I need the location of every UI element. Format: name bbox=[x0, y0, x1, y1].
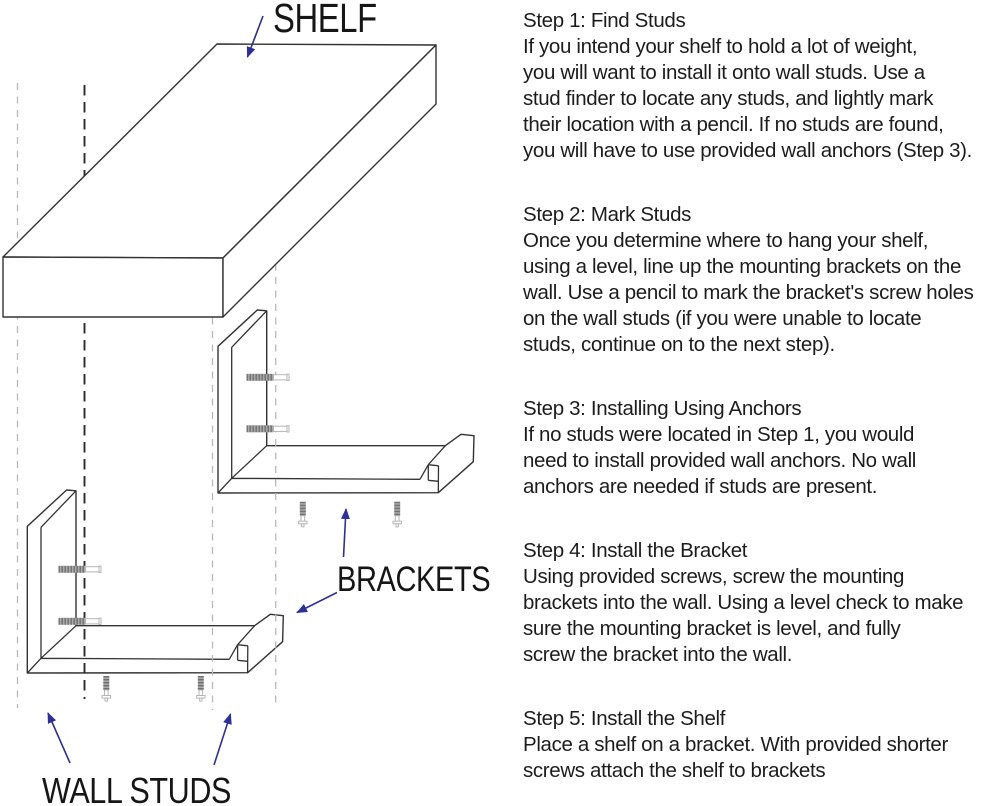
step-title: Step 5: Install the Shelf bbox=[523, 707, 726, 730]
step-body bbox=[523, 422, 985, 500]
screw-icon bbox=[59, 618, 102, 625]
screw-icon bbox=[247, 374, 290, 381]
brackets-arrow-left bbox=[297, 593, 337, 613]
shelf-label: SHELF bbox=[273, 0, 377, 41]
step-body bbox=[523, 564, 985, 668]
brackets-arrow-up bbox=[344, 509, 347, 557]
step-text-line: on the wall studs (if you were unable to locate bbox=[523, 307, 922, 330]
step-text-line: anchors are needed if studs are present. bbox=[523, 475, 878, 498]
step-text-line: If you intend your shelf to hold a lot of weight, bbox=[523, 35, 918, 58]
step-text-line: Place a shelf on a bracket. With provided shorter bbox=[523, 733, 948, 756]
screw-icon bbox=[247, 425, 290, 432]
step-title: Step 4: Install the Bracket bbox=[523, 539, 748, 562]
wall-studs-arrow-right bbox=[214, 714, 231, 765]
wall-studs-arrow-left bbox=[48, 713, 70, 763]
screw-icon bbox=[393, 502, 401, 527]
brackets-label: BRACKETS bbox=[337, 560, 491, 599]
step-1-block bbox=[523, 8, 985, 164]
step-text-line: screws attach the shelf to brackets bbox=[523, 759, 826, 782]
step-text-line: their location with a pencil. If no studs are found, bbox=[523, 113, 944, 136]
step-text-line: Once you determine where to hang your shelf, bbox=[523, 229, 929, 252]
step-text-line: screw the bracket into the wall. bbox=[523, 643, 793, 666]
step-4-block bbox=[523, 538, 985, 668]
instructions-panel bbox=[523, 8, 985, 806]
step-body bbox=[523, 732, 985, 784]
step-title: Step 2: Mark Studs bbox=[523, 203, 692, 226]
step-2-block bbox=[523, 202, 985, 358]
screw-icon bbox=[59, 566, 102, 573]
step-text-line: studs, continue on to the next step). bbox=[523, 333, 835, 356]
step-text-line: brackets into the wall. Using a level check to make bbox=[523, 591, 964, 614]
step-text-line: sure the mounting bracket is level, and fully bbox=[523, 617, 901, 640]
shelf-drawing bbox=[3, 44, 436, 317]
bracket-drawing-upper bbox=[218, 310, 474, 493]
step-text-line: stud finder to locate any studs, and lightly mark bbox=[523, 87, 934, 110]
step-text-line: Using provided screws, screw the mounting bbox=[523, 565, 905, 588]
step-title: Step 3: Installing Using Anchors bbox=[523, 397, 802, 420]
screw-icon bbox=[299, 502, 307, 527]
step-text-line: using a level, line up the mounting brackets on the bbox=[523, 255, 961, 278]
step-body bbox=[523, 228, 985, 358]
step-title: Step 1: Find Studs bbox=[523, 9, 686, 32]
step-text-line: you will have to use provided wall anchors (Step 3). bbox=[523, 139, 972, 162]
step-3-block bbox=[523, 396, 985, 500]
step-text-line: If no studs were located in Step 1, you would bbox=[523, 423, 915, 446]
step-5-block bbox=[523, 706, 985, 784]
step-body bbox=[523, 34, 985, 164]
step-text-line: wall. Use a pencil to mark the bracket's screw holes bbox=[523, 281, 974, 304]
wall-studs-label: WALL STUDS bbox=[42, 770, 232, 806]
step-text-line: need to install provided wall anchors. No wall bbox=[523, 449, 916, 472]
screw-icon bbox=[197, 676, 205, 701]
step-text-line: you will want to install it onto wall studs. Use a bbox=[523, 61, 925, 84]
screw-icon bbox=[102, 676, 110, 701]
bracket-drawing-lower bbox=[27, 490, 283, 673]
